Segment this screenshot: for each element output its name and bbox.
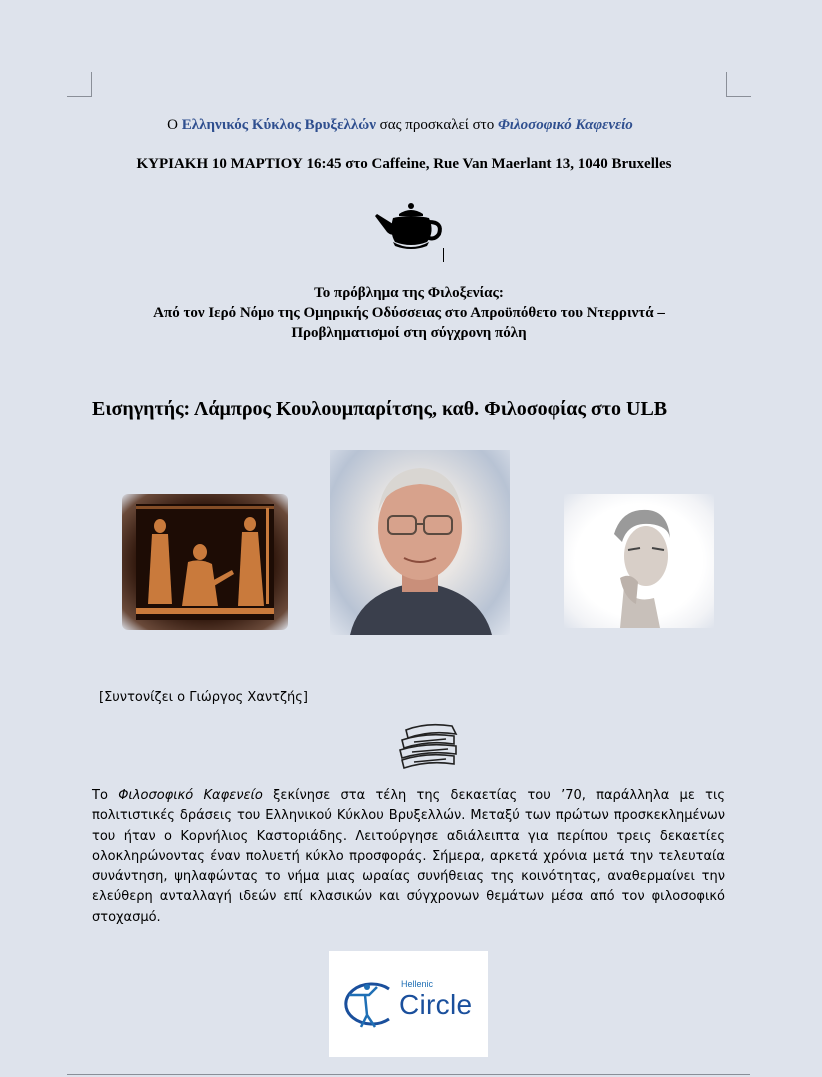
greek-vase-image xyxy=(122,494,288,630)
topic-line-2: Από τον Ιερό Νόμο της Ομηρικής Οδύσσειας στο Απροϋπόθετο του Ντερριντά – xyxy=(153,305,665,321)
logo-small-text: Hellenic xyxy=(401,979,434,989)
topic-line-1: Το πρόβλημα της Φιλοξενίας: xyxy=(314,285,504,301)
description-italic-name: Φιλοσοφικό Καφενείο xyxy=(118,788,263,803)
moderator-note: [Συντονίζει ο Γιώργος Χαντζής] xyxy=(99,690,308,705)
description-body: ξεκίνησε στα τέλη της δεκαετίας του ’70, παράλληλα με τις πολιτιστικές δράσεις του Ελληνικού Κύκλου Βρυξελλών. Μεταξύ των πρώτων προσκεκλημένων του ήταν ο Κορνήλιος Καστοριάδης. Λειτούργησε αδιάλειπτα για περίπου τρεις δεκαετίες ολοκληρώνοντας έναν πολυετή κύκλο προσφοράς. Σήμερα, αρκετά χρόνια μετά την τελευταία συνάντηση, ψηλαφώντας το νήμα μιας ωραίας συνήθειας της κοινότητας, αναθερμαίνει την ελεύθερη ανταλλαγή ιδεών επί κλασικών και σύγχρονων θεμάτων μέσα από τον φιλοσοφικό στοχασμό. xyxy=(92,788,725,925)
text-cursor xyxy=(443,248,444,262)
books-icon xyxy=(396,722,460,770)
hellenic-circle-logo xyxy=(329,951,488,1057)
speaker-heading: Εισηγητής: Λάμπρος Κουλουμπαρίτσης, καθ. Φιλοσοφίας στο ULB xyxy=(92,398,668,420)
page-corner-mark-right xyxy=(726,72,751,97)
invitation-middle: σας προσκαλεί στο xyxy=(375,117,498,133)
cafe-description xyxy=(92,786,725,928)
invitation-prefix: Ο xyxy=(167,117,182,133)
topic-line-3: Προβληματισμοί στη σύγχρονη πόλη xyxy=(291,325,527,341)
logo-big-text: Circle xyxy=(399,989,473,1020)
page-corner-mark-left xyxy=(67,72,92,97)
organization-name: Ελληνικός Κύκλος Βρυξελλών xyxy=(181,117,376,133)
event-date-location: ΚΥΡΙΑΚΗ 10 ΜΑΡΤΙΟΥ 16:45 στο Caffeine, Rue Van Maerlant 13, 1040 Bruxelles xyxy=(136,156,672,172)
description-lead: Το xyxy=(92,788,119,803)
page-bottom-rule xyxy=(67,1074,750,1075)
philosopher-portrait-image xyxy=(564,494,714,628)
venue-name: Φιλοσοφικό Καφενείο xyxy=(497,117,633,133)
talk-topic xyxy=(0,283,818,343)
invitation-line xyxy=(0,117,800,134)
teapot-icon xyxy=(373,202,445,252)
speaker-portrait-image xyxy=(330,450,510,635)
